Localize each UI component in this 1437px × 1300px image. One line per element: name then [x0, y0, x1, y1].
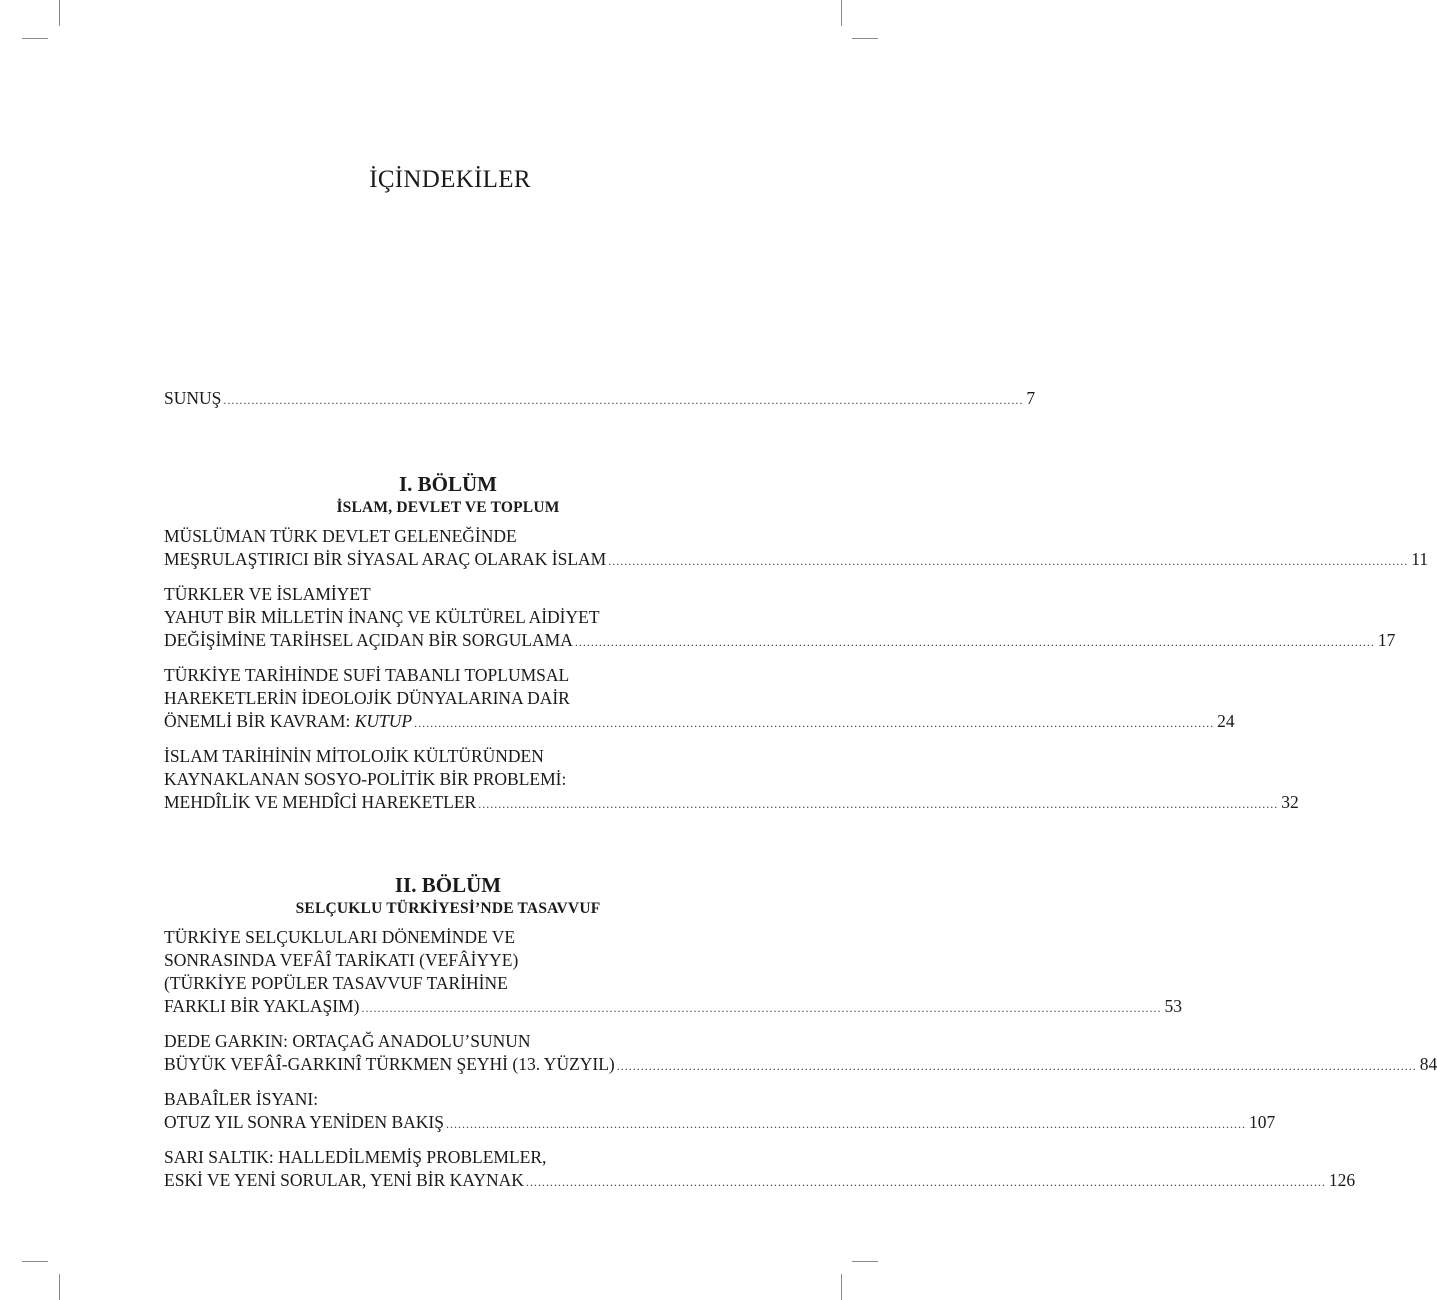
- toc-entry-title: MEŞRULAŞTIRICI BİR SİYASAL ARAÇ OLARAK İSLAM: [164, 549, 607, 569]
- dot-leader: ........................................................................................................................................................................................................: [574, 635, 1375, 649]
- toc-entry-title-italic: KUTUP: [354, 711, 413, 731]
- crop-mark: [22, 1261, 48, 1262]
- toc-entry-line: TÜRKİYE SELÇUKLULARI DÖNEMİNDE VE: [164, 927, 516, 947]
- toc-page-number: 126: [1328, 1170, 1356, 1190]
- crop-mark: [22, 38, 48, 39]
- toc-entry-line: DEDE GARKIN: ORTAÇAĞ ANADOLU’SUNUN: [164, 1031, 531, 1051]
- crop-mark: [852, 38, 878, 39]
- toc-page-number: 11: [1411, 549, 1429, 569]
- part-number: I. BÖLÜM: [398, 472, 497, 496]
- toc-sunus: [164, 387, 1036, 412]
- toc-page-number: 7: [1026, 388, 1036, 408]
- toc-entry-line: SONRASINDA VEFÂÎ TARİKATI (VEFÂİYYE): [164, 950, 519, 970]
- dot-leader: ........................................................................................................................................................................................................: [608, 554, 1409, 568]
- crop-mark: [852, 1261, 878, 1262]
- toc-entry-line: İSLAM TARİHİNİN MİTOLOJİK KÜLTÜRÜNDEN: [164, 746, 544, 766]
- toc-entry-line: (TÜRKİYE POPÜLER TASAVVUF TARİHİNE: [164, 973, 508, 993]
- toc-page-number: 32: [1281, 792, 1299, 812]
- dot-leader: ........................................................................................................................................................................................................: [223, 393, 1024, 407]
- toc-entry-title: FARKLI BİR YAKLAŞIM): [164, 996, 360, 1016]
- toc-page-number: 84: [1419, 1054, 1437, 1074]
- crop-mark: [841, 0, 842, 26]
- part-2: [164, 872, 1437, 1194]
- toc-entry-title: DEĞİŞİMİNE TARİHSEL AÇIDAN BİR SORGULAMA: [164, 630, 573, 650]
- toc-entry-line: TÜRKLER VE İSLAMİYET: [164, 584, 371, 604]
- dot-leader: ........................................................................................................................................................................................................: [445, 1117, 1246, 1131]
- toc-entry-title: OTUZ YIL SONRA YENİDEN BAKIŞ: [164, 1112, 444, 1132]
- crop-mark: [841, 1274, 842, 1300]
- dot-leader: ........................................................................................................................................................................................................: [361, 1001, 1162, 1015]
- toc-entry-title: [164, 710, 412, 733]
- part-number: II. BÖLÜM: [394, 873, 502, 897]
- toc-entry[interactable]: [164, 926, 1182, 1020]
- crop-mark: [59, 1274, 60, 1300]
- toc-entry-title: MEHDÎLİK VE MEHDÎCİ HAREKETLER: [164, 792, 477, 812]
- toc-entry-title: BÜYÜK VEFÂÎ-GARKINÎ TÜRKMEN ŞEYHİ (13. YÜZYIL): [164, 1054, 615, 1074]
- toc-entry-line: MÜSLÜMAN TÜRK DEVLET GELENEĞİNDE: [164, 526, 517, 546]
- toc-entry[interactable]: [164, 745, 1299, 816]
- toc-entry[interactable]: [164, 525, 1429, 573]
- toc-entry-line: SARI SALTIK: HALLEDİLMEMİŞ PROBLEMLER,: [164, 1147, 547, 1167]
- dot-leader: ........................................................................................................................................................................................................: [616, 1059, 1417, 1073]
- toc-entry-line: BABAÎLER İSYANI:: [164, 1089, 319, 1109]
- toc-entry-title: ESKİ VE YENİ SORULAR, YENİ BİR KAYNAK: [164, 1170, 524, 1190]
- part-heading: [164, 872, 732, 920]
- toc-page-number: 24: [1217, 711, 1235, 731]
- part-subtitle: SELÇUKLU TÜRKİYESİ’NDE TASAVVUF: [295, 900, 601, 917]
- toc-entry[interactable]: [164, 583, 1396, 654]
- part-subtitle: İSLAM, DEVLET VE TOPLUM: [336, 499, 560, 516]
- toc-entry-title: SUNUŞ: [164, 388, 222, 408]
- toc-entry[interactable]: [164, 1146, 1356, 1194]
- part-1: [164, 471, 1429, 816]
- toc-entry-line: YAHUT BİR MİLLETİN İNANÇ VE KÜLTÜREL AİDİYET: [164, 607, 600, 627]
- crop-mark: [59, 0, 60, 26]
- toc-page-number: 107: [1248, 1112, 1276, 1132]
- page-title: İÇİNDEKİLER: [369, 166, 531, 193]
- dot-leader: ........................................................................................................................................................................................................: [525, 1175, 1326, 1189]
- toc-entry-line: KAYNAKLANAN SOSYO-POLİTİK BİR PROBLEMİ:: [164, 769, 567, 789]
- toc-entry[interactable]: [164, 387, 1036, 412]
- toc-entry-line: HAREKETLERİN İDEOLOJİK DÜNYALARINA DAİR: [164, 688, 570, 708]
- toc-entry[interactable]: [164, 664, 1235, 735]
- dot-leader: ........................................................................................................................................................................................................: [478, 797, 1279, 811]
- part-heading: [164, 471, 732, 519]
- toc-entry[interactable]: [164, 1030, 1437, 1078]
- toc-page-number: 53: [1164, 996, 1182, 1016]
- toc-entry-line: TÜRKİYE TARİHİNDE SUFİ TABANLI TOPLUMSAL: [164, 665, 570, 685]
- toc-page-number: 17: [1377, 630, 1396, 650]
- dot-leader: ........................................................................................................................................................................................................: [414, 716, 1215, 730]
- toc-entry-title-text: ÖNEMLİ BİR KAVRAM:: [164, 711, 355, 731]
- toc-entry[interactable]: [164, 1088, 1276, 1136]
